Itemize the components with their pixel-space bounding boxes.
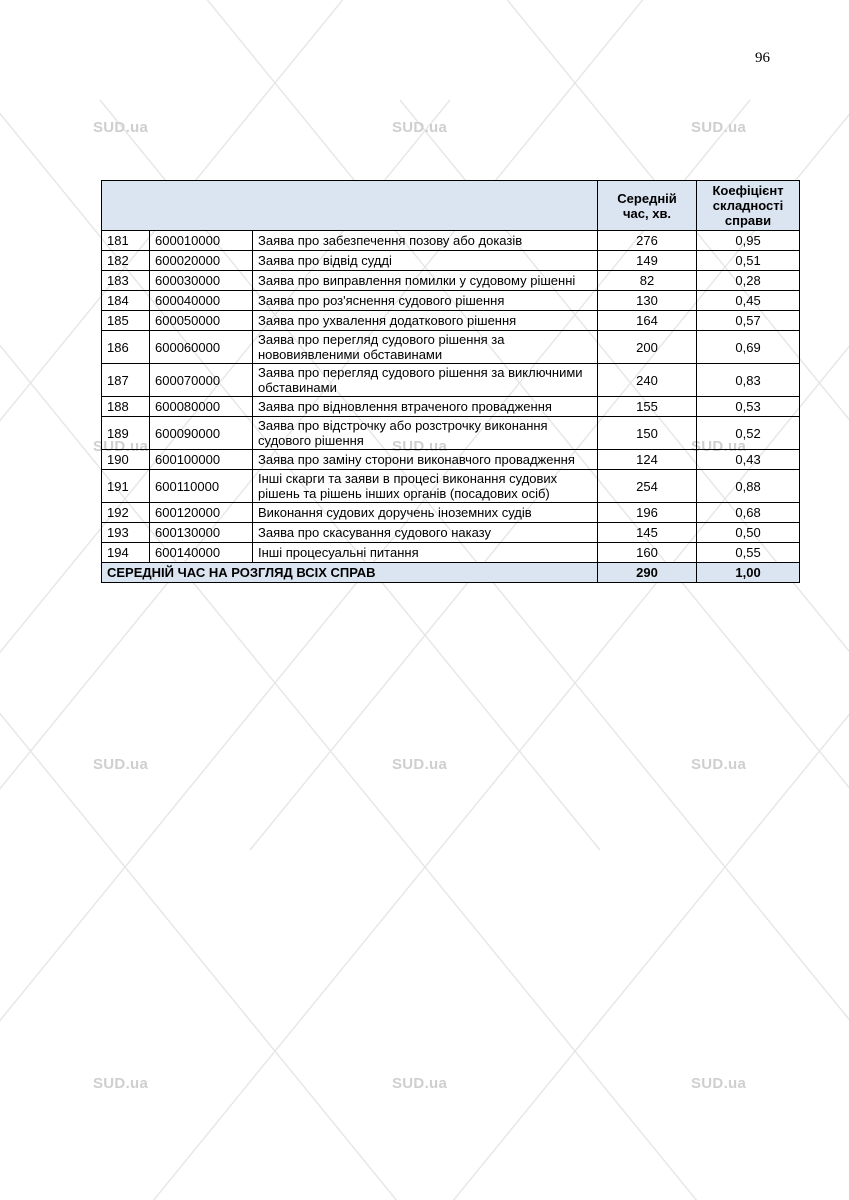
table-row [102,470,800,503]
watermark-text: SUD.ua [392,438,448,455]
row-number: 191 [102,470,150,503]
header-coefficient: Коефіцієнт складності справи [697,181,800,231]
table-row [102,364,800,397]
table-row [102,331,800,364]
table-header-row [102,181,800,231]
row-name: Заява про відстрочку або розстрочку виконання судового рішення [253,417,598,450]
row-avg-time: 254 [598,470,697,503]
row-code: 600140000 [150,543,253,563]
row-number: 187 [102,364,150,397]
watermark-text: SUD.ua [691,756,747,773]
row-name: Інші скарги та заяви в процесі виконання судових рішень та рішень інших органів (посадових осіб) [253,470,598,503]
row-code: 600100000 [150,450,253,470]
row-coefficient: 0,28 [697,271,800,291]
row-number: 194 [102,543,150,563]
row-name: Виконання судових доручень іноземних судів [253,503,598,523]
row-code: 600070000 [150,364,253,397]
row-avg-time: 160 [598,543,697,563]
watermark-text: SUD.ua [691,1075,747,1092]
row-coefficient: 0,43 [697,450,800,470]
row-coefficient: 0,55 [697,543,800,563]
row-coefficient: 0,88 [697,470,800,503]
table-row [102,417,800,450]
row-code: 600020000 [150,251,253,271]
row-avg-time: 82 [598,271,697,291]
row-avg-time: 276 [598,231,697,251]
row-name: Заява про роз'яснення судового рішення [253,291,598,311]
row-coefficient: 0,69 [697,331,800,364]
table-row [102,251,800,271]
row-name: Заява про перегляд судового рішення за виключними обставинами [253,364,598,397]
row-coefficient: 0,95 [697,231,800,251]
row-number: 189 [102,417,150,450]
row-code: 600120000 [150,503,253,523]
row-coefficient: 0,53 [697,397,800,417]
row-name: Заява про відновлення втраченого провадження [253,397,598,417]
watermark-text: SUD.ua [93,119,149,136]
row-number: 183 [102,271,150,291]
row-code: 600010000 [150,231,253,251]
row-avg-time: 155 [598,397,697,417]
row-coefficient: 0,52 [697,417,800,450]
total-label: СЕРЕДНІЙ ЧАС НА РОЗГЛЯД ВСІХ СПРАВ [102,563,598,583]
row-code: 600050000 [150,311,253,331]
table-row [102,291,800,311]
row-avg-time: 200 [598,331,697,364]
row-avg-time: 130 [598,291,697,311]
watermark-text: SUD.ua [392,119,448,136]
header-blank [102,181,598,231]
row-name: Заява про перегляд судового рішення за нововиявленими обставинами [253,331,598,364]
row-coefficient: 0,68 [697,503,800,523]
watermark-text: SUD.ua [691,438,747,455]
row-code: 600040000 [150,291,253,311]
row-code: 600030000 [150,271,253,291]
watermark-text: SUD.ua [93,1075,149,1092]
row-name: Інші процесуальні питання [253,543,598,563]
row-avg-time: 240 [598,364,697,397]
row-coefficient: 0,45 [697,291,800,311]
row-avg-time: 149 [598,251,697,271]
table-row [102,523,800,543]
total-coefficient: 1,00 [697,563,800,583]
row-coefficient: 0,51 [697,251,800,271]
row-number: 185 [102,311,150,331]
row-avg-time: 164 [598,311,697,331]
complexity-table [101,180,800,583]
table-total-row [102,563,800,583]
table-row [102,271,800,291]
row-number: 193 [102,523,150,543]
table-row [102,450,800,470]
row-number: 186 [102,331,150,364]
row-name: Заява про забезпечення позову або доказів [253,231,598,251]
row-code: 600130000 [150,523,253,543]
table-row [102,311,800,331]
table-row [102,503,800,523]
row-name: Заява про відвід судді [253,251,598,271]
row-avg-time: 150 [598,417,697,450]
row-number: 188 [102,397,150,417]
table-row [102,543,800,563]
row-code: 600060000 [150,331,253,364]
row-coefficient: 0,57 [697,311,800,331]
row-name: Заява про скасування судового наказу [253,523,598,543]
row-name: Заява про заміну сторони виконавчого провадження [253,450,598,470]
header-avg-time: Середній час, хв. [598,181,697,231]
row-name: Заява про ухвалення додаткового рішення [253,311,598,331]
total-avg-time: 290 [598,563,697,583]
row-code: 600110000 [150,470,253,503]
watermark-text: SUD.ua [691,119,747,136]
row-name: Заява про виправлення помилки у судовому рішенні [253,271,598,291]
watermark-text: SUD.ua [93,756,149,773]
table-row [102,397,800,417]
row-number: 192 [102,503,150,523]
row-code: 600080000 [150,397,253,417]
watermark-text: SUD.ua [392,756,448,773]
watermark-text: SUD.ua [93,438,149,455]
row-code: 600090000 [150,417,253,450]
row-avg-time: 145 [598,523,697,543]
row-avg-time: 124 [598,450,697,470]
row-number: 181 [102,231,150,251]
row-coefficient: 0,50 [697,523,800,543]
watermark-text: SUD.ua [392,1075,448,1092]
row-coefficient: 0,83 [697,364,800,397]
page-number: 96 [755,50,770,66]
row-avg-time: 196 [598,503,697,523]
row-number: 182 [102,251,150,271]
row-number: 184 [102,291,150,311]
table-row [102,231,800,251]
table-body [102,231,800,583]
row-number: 190 [102,450,150,470]
